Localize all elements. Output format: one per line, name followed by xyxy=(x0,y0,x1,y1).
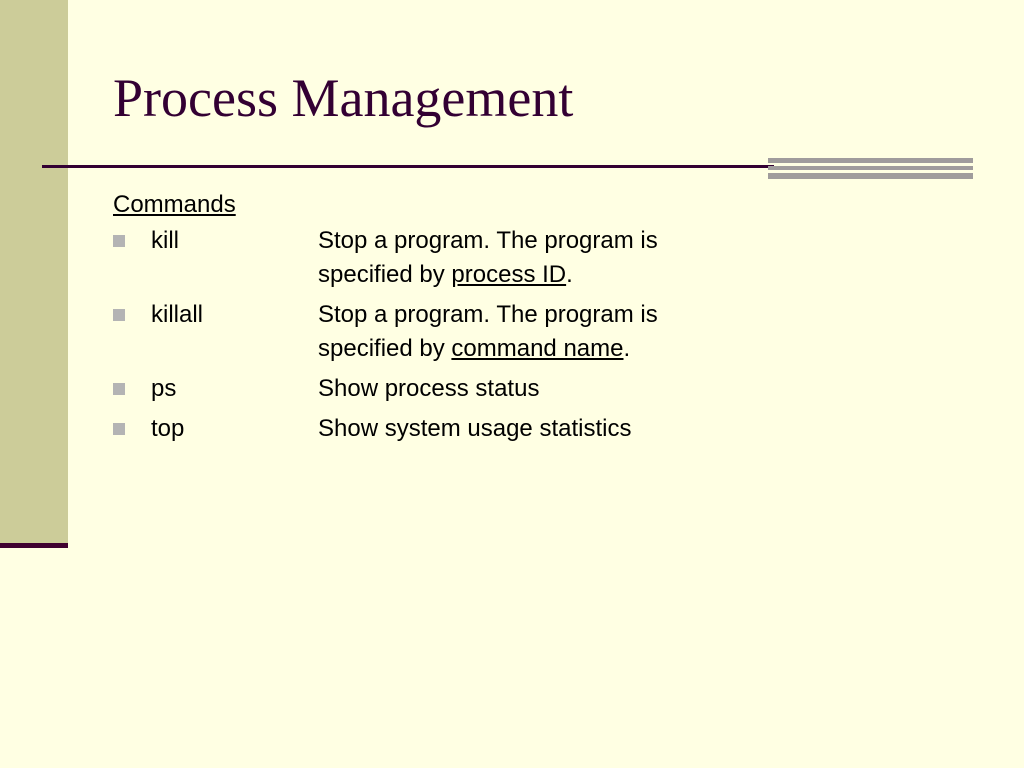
title-accent-stripes xyxy=(768,158,973,179)
title-underline-rule xyxy=(42,165,774,168)
square-bullet-icon xyxy=(113,423,125,435)
command-name: top xyxy=(151,415,185,442)
command-item-ps xyxy=(113,372,833,406)
command-item-top xyxy=(113,412,833,446)
command-name-link[interactable]: command name xyxy=(451,335,624,362)
command-name: ps xyxy=(151,375,177,402)
square-bullet-icon xyxy=(113,309,125,321)
command-description: Stop a program. The program is specified by command name. xyxy=(318,301,658,362)
command-description: Show process status xyxy=(318,375,540,402)
square-bullet-icon xyxy=(113,235,125,247)
slide-title: Process Management xyxy=(113,68,574,128)
process-id-link[interactable]: process ID xyxy=(451,261,567,288)
command-name: killall xyxy=(151,301,204,328)
left-sidebar-bar xyxy=(0,0,68,543)
square-bullet-icon xyxy=(113,383,125,395)
command-description: Show system usage statistics xyxy=(318,415,632,442)
left-sidebar-rule xyxy=(0,543,68,548)
command-description: Stop a program. The program is specified by process ID. xyxy=(318,227,658,288)
slide-body xyxy=(113,188,833,452)
commands-heading: Commands xyxy=(113,191,236,218)
command-item-kill xyxy=(113,224,833,292)
command-name: kill xyxy=(151,227,179,254)
command-item-killall xyxy=(113,298,833,366)
